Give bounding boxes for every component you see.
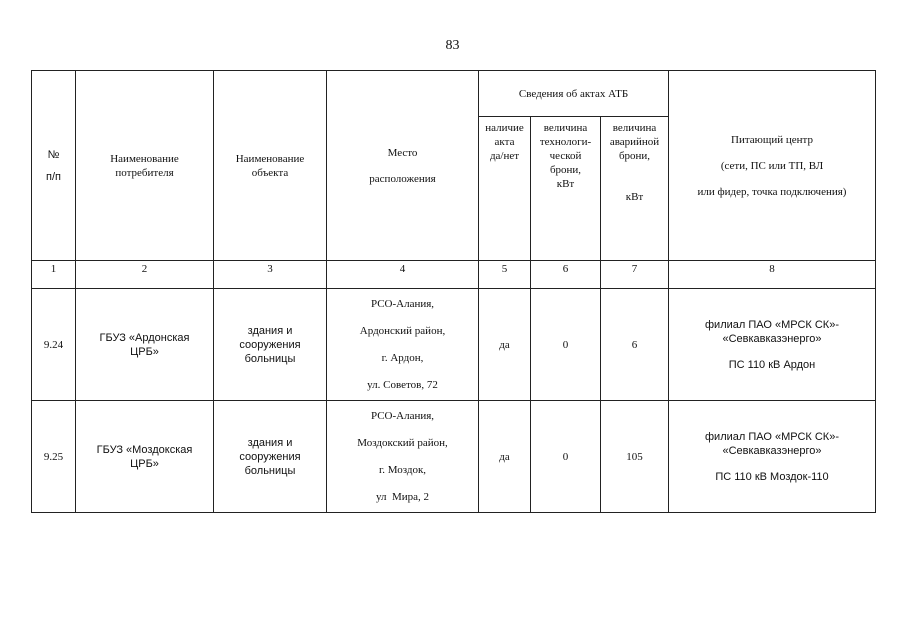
- row-consumer: [76, 289, 214, 401]
- header-tech-line4: брони,: [549, 164, 582, 176]
- column-number-row: [32, 261, 876, 289]
- row-object-line1: здания и: [247, 436, 293, 449]
- row-feeder-line1: филиал ПАО «МРСК СК»-: [705, 318, 839, 331]
- header-num-line1: №: [47, 148, 60, 161]
- row-feeder: [669, 289, 876, 401]
- row-location-line3: г. Ардон,: [381, 351, 424, 364]
- header-power-center-line3: или фидер, точка подключения): [697, 185, 847, 198]
- colnum-3: 3: [214, 261, 327, 289]
- colnum-1: 1: [32, 261, 76, 289]
- row-object-line1: здания и: [247, 324, 293, 337]
- row-feeder-line1: филиал ПАО «МРСК СК»-: [705, 430, 839, 443]
- row-feeder-line2: «Севкавказэнерго»: [722, 332, 822, 345]
- header-act-line2: акта: [494, 136, 515, 148]
- row-object-line3: больницы: [244, 352, 296, 365]
- page-number: 83: [445, 38, 460, 53]
- header-tech-line1: величина: [543, 122, 588, 134]
- header-emerg-line3: брони,: [618, 150, 651, 162]
- header-object-line1: Наименование: [235, 152, 305, 165]
- header-object: [214, 71, 327, 261]
- row-location-line2: Моздокский район,: [357, 436, 448, 449]
- row-object: [214, 289, 327, 401]
- header-tech-line5: кВт: [556, 178, 575, 190]
- header-emerg-line2: аварийной: [609, 136, 660, 148]
- row-object-line2: сооружения: [239, 338, 301, 351]
- row-location: [327, 289, 479, 401]
- row-location-line4: ул Мира, 2: [375, 490, 430, 503]
- header-tech-line2: технологи-: [539, 136, 592, 148]
- row-object-line3: больницы: [244, 464, 296, 477]
- row-feeder: [669, 401, 876, 513]
- row-tech: 0: [531, 289, 601, 401]
- colnum-6: 6: [531, 261, 601, 289]
- header-tech-reserve: [531, 117, 601, 261]
- colnum-7: 7: [601, 261, 669, 289]
- row-consumer-line2: ЦРБ»: [130, 345, 159, 358]
- table-row: [32, 289, 876, 401]
- header-tech-line3: ческой: [549, 150, 582, 162]
- row-location-line4: ул. Советов, 72: [367, 378, 438, 391]
- row-emerg: 6: [601, 289, 669, 401]
- header-num: [32, 71, 76, 261]
- row-location-line3: г. Моздок,: [378, 463, 427, 476]
- colnum-5: 5: [479, 261, 531, 289]
- row-num: 9.25: [32, 401, 76, 513]
- row-location-line1: РСО-Алания,: [370, 409, 435, 422]
- header-act-line3: да/нет: [489, 150, 520, 162]
- row-act: да: [479, 289, 531, 401]
- header-power-center-line2: (сети, ПС или ТП, ВЛ: [720, 159, 824, 172]
- header-consumer-line2: потребителя: [115, 166, 174, 179]
- table-row: [32, 401, 876, 513]
- atb-table: [31, 70, 876, 513]
- row-feeder-line3: ПС 110 кВ Ардон: [728, 358, 816, 371]
- row-consumer: [76, 401, 214, 513]
- header-emerg-spacer: [603, 163, 666, 190]
- row-consumer-line1: ГБУЗ «Ардонская: [99, 331, 190, 344]
- header-atb-group: Сведения об актах АТБ: [479, 71, 669, 117]
- header-num-line2: п/п: [46, 170, 61, 183]
- header-emerg-line4: кВт: [625, 191, 644, 203]
- header-act-line1: наличие: [485, 122, 524, 134]
- header-location-line1: Место: [387, 146, 418, 159]
- header-consumer: [76, 71, 214, 261]
- header-object-line2: объекта: [251, 166, 289, 179]
- row-consumer-line2: ЦРБ»: [130, 457, 159, 470]
- colnum-4: 4: [327, 261, 479, 289]
- header-emerg-reserve: [601, 117, 669, 261]
- row-object: [214, 401, 327, 513]
- header-consumer-line1: Наименование: [110, 152, 179, 165]
- colnum-8: 8: [669, 261, 876, 289]
- header-power-center: [669, 71, 876, 261]
- row-emerg: 105: [601, 401, 669, 513]
- row-act: да: [479, 401, 531, 513]
- row-feeder-line3: ПС 110 кВ Моздок-110: [715, 470, 829, 483]
- row-consumer-line1: ГБУЗ «Моздокская: [96, 443, 193, 456]
- header-power-center-line1: Питающий центр: [731, 133, 813, 146]
- row-tech: 0: [531, 401, 601, 513]
- row-location: [327, 401, 479, 513]
- row-feeder-line2: «Севкавказэнерго»: [722, 444, 822, 457]
- header-location-line2: расположения: [369, 172, 436, 185]
- row-location-line1: РСО-Алания,: [370, 297, 435, 310]
- row-num: 9.24: [32, 289, 76, 401]
- header-act-presence: [479, 117, 531, 261]
- row-location-line2: Ардонский район,: [359, 324, 446, 337]
- colnum-2: 2: [76, 261, 214, 289]
- row-object-line2: сооружения: [239, 450, 301, 463]
- header-location: [327, 71, 479, 261]
- header-row-top: [32, 71, 876, 117]
- header-emerg-line1: величина: [612, 122, 657, 134]
